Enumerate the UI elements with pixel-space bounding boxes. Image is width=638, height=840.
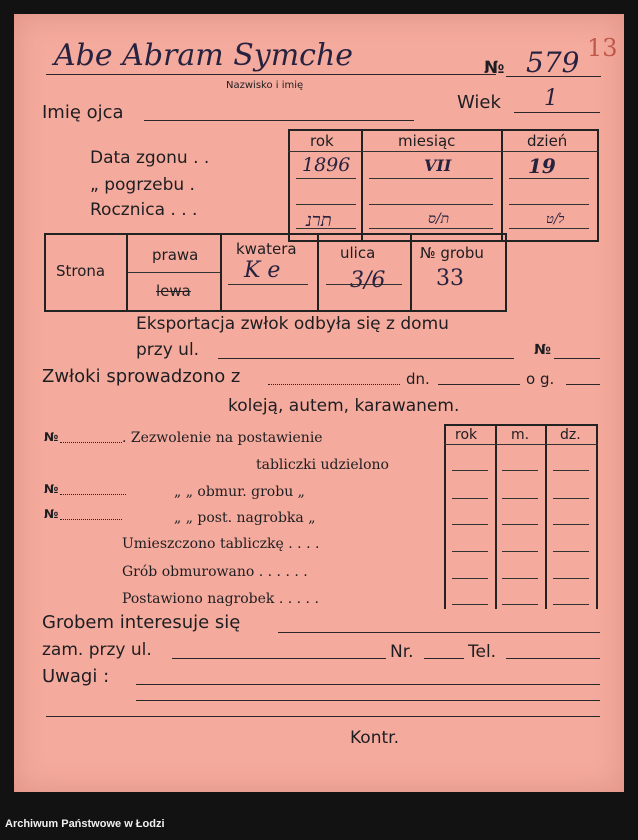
small-row4-a (452, 551, 488, 552)
small-row3-c (553, 524, 589, 525)
death-row-line-a (296, 178, 356, 179)
small-header-day: dz. (560, 427, 581, 443)
date-table-top (288, 129, 599, 131)
permit-line-1: . Zezwolenie na postawienie (122, 430, 323, 446)
export-no-line (554, 358, 600, 359)
street-value: 3/6 (350, 268, 386, 293)
small-row5-a (452, 578, 488, 579)
permit-no-line-3 (60, 519, 122, 520)
death-row-line-b (369, 178, 493, 179)
address-label: zam. przy ul. (42, 640, 152, 660)
location-table-bottom (44, 310, 507, 312)
small-table-right (596, 424, 598, 609)
death-date-label: Data zgonu . . (90, 148, 210, 168)
name-caption: Nazwisko i imię (226, 80, 304, 91)
record-number: 579 (526, 46, 580, 79)
permit-line-2: tabliczki udzielono (256, 457, 389, 473)
side-left-label: lewa (156, 282, 191, 300)
permit-no-line-1 (60, 442, 122, 443)
grave-number-label: № grobu (420, 244, 484, 262)
anniversary-month: ת/ס (428, 211, 450, 227)
remarks-label: Uwagi : (42, 666, 110, 687)
small-row6-a (452, 604, 488, 605)
remarks-line-1 (136, 684, 600, 685)
father-name-line (144, 120, 414, 121)
name-line (46, 74, 496, 75)
small-row1-a (452, 470, 488, 471)
day-line (438, 384, 520, 385)
burial-record-card (14, 14, 624, 792)
permit-no-sign-2: № (44, 482, 59, 496)
small-header-month: m. (511, 427, 530, 443)
location-table-top (44, 233, 507, 235)
number-field-line (424, 658, 464, 659)
anniversary-label: Rocznica . . . (90, 200, 198, 220)
brought-from-label: Zwłoki sprowadzono z (42, 366, 241, 387)
death-day: 19 (528, 154, 556, 178)
number-label: Nr. (390, 642, 414, 662)
number-sign: № (484, 58, 505, 78)
small-table-left (444, 424, 446, 609)
remarks-line-2 (136, 700, 600, 701)
number-line (506, 76, 601, 77)
brought-from-line (268, 384, 400, 385)
export-no-sign: № (534, 342, 551, 358)
phone-label: Tel. (468, 642, 497, 662)
date-table-header-line (288, 151, 599, 152)
small-row2-a (452, 498, 488, 499)
small-row5-b (502, 578, 538, 579)
burial-row-line-a (296, 204, 356, 205)
death-month: VII (424, 156, 452, 175)
control-label: Kontr. (350, 728, 399, 748)
location-table-div2 (220, 233, 222, 310)
anniversary-year: תרנ (306, 210, 332, 231)
day-label: dn. (406, 370, 430, 388)
side-divider (128, 272, 220, 273)
location-table-left (44, 233, 46, 310)
date-header-month: miesiąc (398, 132, 456, 150)
location-table-div3 (317, 233, 319, 310)
death-year: 1896 (302, 154, 351, 176)
quarter-label: kwatera (236, 240, 297, 258)
permit-no-line-2 (60, 494, 126, 495)
small-row4-c (553, 551, 589, 552)
quarter-line (228, 284, 308, 285)
date-header-year: rok (310, 132, 334, 150)
small-row3-b (502, 524, 538, 525)
date-table-div2 (501, 129, 503, 240)
transport-options: koleją, autem, karawanem. (228, 396, 460, 416)
date-header-day: dzień (527, 132, 568, 150)
record-number-red: 13 (587, 34, 618, 62)
small-table-div2 (545, 424, 547, 609)
plaque-placed-label: Umieszczono tabliczkę . . . . (122, 536, 320, 552)
burial-date-label: „ pogrzebu . (90, 175, 195, 195)
burial-row-line-b (369, 204, 493, 205)
tombstone-placed-label: Postawiono nagrobek . . . . . (122, 591, 319, 607)
small-row2-c (553, 498, 589, 499)
location-table-div4 (410, 233, 412, 310)
surname-handwriting: Abe Abram Symche (54, 38, 354, 73)
grave-walled-label: Grób obmurowano . . . . . . (122, 564, 308, 580)
anniv-row-line-c (509, 228, 589, 229)
small-row6-c (553, 604, 589, 605)
interested-party-label: Grobem interesuje się (42, 612, 241, 633)
age-label: Wiek (457, 92, 501, 113)
location-table-right (505, 233, 507, 310)
date-table-left (288, 129, 290, 240)
small-row1-b (502, 470, 538, 471)
phone-line (506, 658, 600, 659)
export-line-2: przy ul. (136, 340, 200, 360)
date-table-div1 (361, 129, 363, 240)
export-line-1: Eksportacja zwłok odbyła się z domu (136, 314, 449, 334)
father-name-label: Imię ojca (42, 102, 124, 123)
date-table-bottom (288, 240, 599, 242)
permit-tombstone: „ „ post. nagrobka „ (174, 510, 316, 526)
side-right-label: prawa (152, 246, 199, 264)
anniversary-day: ל/ט (546, 212, 565, 227)
small-row5-c (553, 578, 589, 579)
death-row-line-c (509, 178, 589, 179)
burial-row-line-c (509, 204, 589, 205)
export-street-line (218, 358, 514, 359)
permit-no-sign-1: № (44, 430, 59, 444)
street-label: ulica (340, 244, 376, 262)
hour-label: o g. (526, 370, 555, 388)
small-row2-b (502, 498, 538, 499)
permit-no-sign-3: № (44, 507, 59, 521)
small-row3-a (452, 524, 488, 525)
quarter-value: K e (244, 258, 281, 283)
remarks-line-3 (46, 716, 600, 717)
small-table-header-line (444, 444, 598, 445)
small-table-top (444, 424, 598, 426)
hour-line (566, 384, 600, 385)
interested-party-line (278, 632, 600, 633)
small-header-year: rok (455, 427, 478, 443)
age-line (514, 112, 600, 113)
street-line (326, 284, 402, 285)
anniv-row-line-a (296, 228, 356, 229)
anniv-row-line-b (369, 228, 493, 229)
side-label: Strona (56, 262, 106, 280)
permit-walling: „ „ obmur. grobu „ (174, 484, 305, 500)
address-line (172, 658, 386, 659)
date-table-right (597, 129, 599, 240)
archive-credit: Archiwum Państwowe w Łodzi (5, 818, 165, 830)
small-row6-b (502, 604, 538, 605)
age-value: 1 (544, 86, 558, 111)
small-row4-b (502, 551, 538, 552)
grave-number-value: 33 (436, 266, 464, 291)
small-table-div1 (495, 424, 497, 609)
small-row1-c (553, 470, 589, 471)
